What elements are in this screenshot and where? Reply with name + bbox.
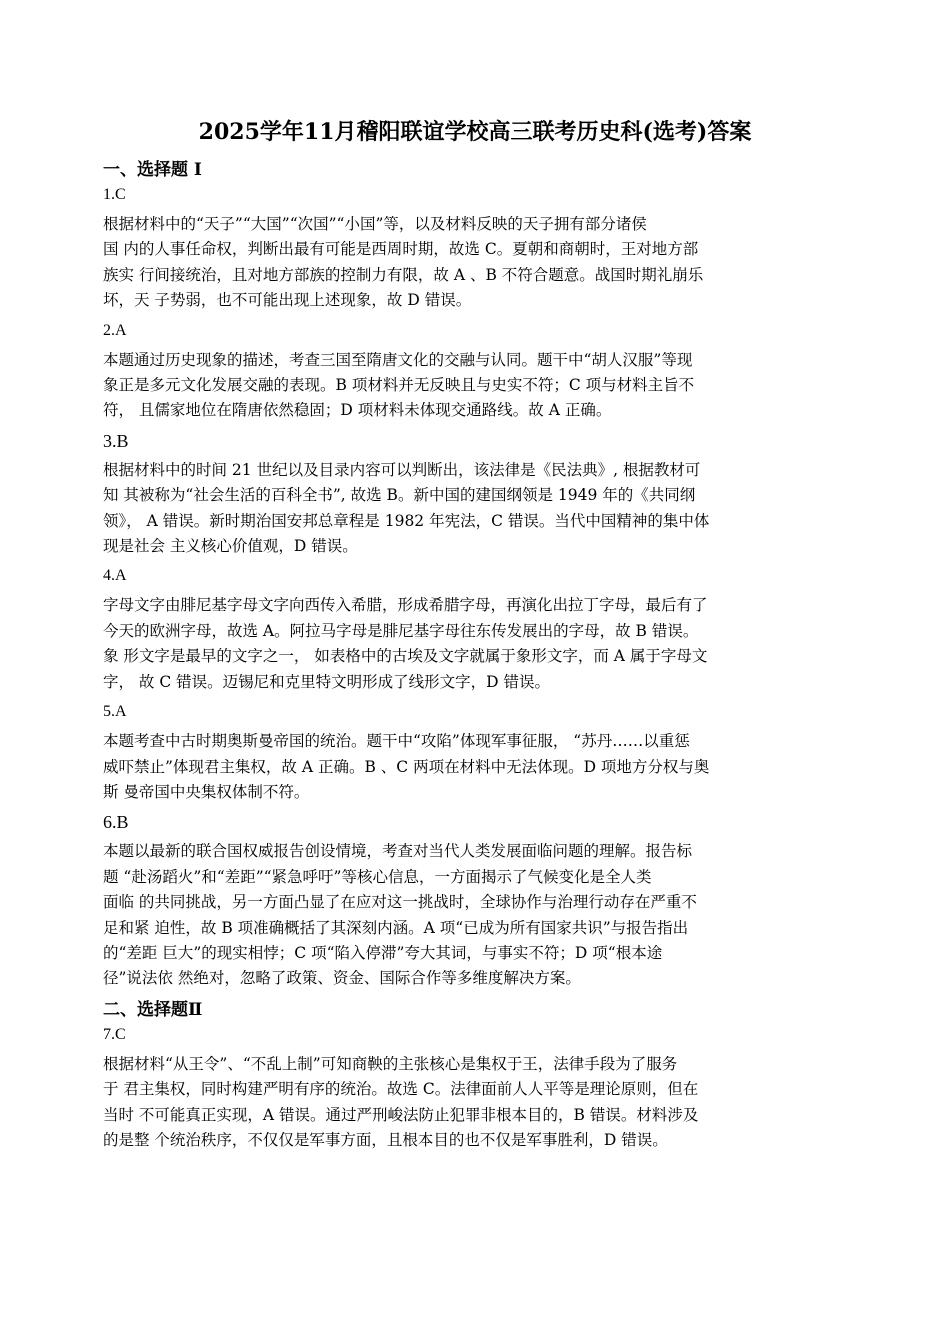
text-line: 面临 的共同挑战，另一方面凸显了在应对这一挑战时，全球协作与治理行动存在严重不	[103, 893, 697, 912]
answer-explanation	[103, 212, 848, 314]
answer-explanation	[103, 1052, 848, 1154]
text-line: 威吓禁止”体现君主集权，故 A 正确。B 、C 两项在材料中无法体现。D 项地方分权与奥	[103, 757, 710, 776]
question-2	[0, 320, 950, 424]
answer-explanation	[103, 348, 848, 424]
text-line: 现是社会 主义核心价值观，D 错误。	[103, 537, 358, 556]
question-number: 2.A	[103, 321, 127, 339]
question-number: 1.C	[103, 186, 126, 203]
text-line: 本题考查中古时期奥斯曼帝国的统治。题干中“攻陷”体现军事征服， “苏丹……以重惩	[103, 732, 690, 751]
text-line: 本题以最新的联合国权威报告创设情境，考查对当代人类发展面临问题的理解。报告标	[103, 842, 693, 861]
section-heading-2: 二、选择题Ⅱ	[103, 999, 203, 1020]
text-line: 领》， A 错误。新时期治国安邦总章程是 1982 年宪法，C 错误。当代中国精神的集中体	[103, 511, 710, 530]
text-line: 字， 故 C 错误。迈锡尼和克里特文明形成了线形文字，D 错误。	[103, 672, 550, 691]
text-line: 斯 曼帝国中央集权体制不符。	[103, 782, 310, 801]
answer-explanation	[103, 729, 848, 805]
text-line: 当时 不可能真正实现，A 错误。通过严刑峻法防止犯罪非根本目的，B 错误。材料涉及	[103, 1105, 699, 1124]
text-line: 今天的欧洲字母，故选 A。阿拉马字母是腓尼基字母往东传发展出的字母，故 B 错误。	[103, 621, 699, 640]
text-line: 的是整 个统治秩序，不仅仅是军事方面，且根本目的也不仅是军事胜利，D 错误。	[103, 1130, 668, 1149]
answer-explanation	[103, 458, 848, 560]
text-line: 题 “赴汤蹈火”和“差距”“紧急呼吁”等核心信息，一方面揭示了气候变化是全人类	[103, 867, 652, 886]
text-line: 根据材料“从王令”、“不乱上制”可知商鞅的主张核心是集权于王，法律手段为了服务	[103, 1054, 678, 1073]
text-line: 字母文字由腓尼基字母文字向西传入希腊，形成希腊字母，再演化出拉丁字母，最后有了	[103, 596, 708, 615]
page-title: 2025学年11月稽阳联谊学校高三联考历史科(选考)答案	[198, 119, 752, 145]
question-number: 5.A	[103, 703, 127, 721]
text-line: 族实 行间接统治，且对地方部族的控制力有限，故 A 、B 不符合题意。战国时期礼崩乐	[103, 265, 704, 284]
text-line: 于 君主集权，同时构建严明有序的统治。故选 C。法律面前人人平等是理论原则，但在	[103, 1080, 699, 1099]
question-3	[0, 430, 950, 560]
text-line: 国 内的人事任命权，判断出最有可能是西周时期，故选 C。夏朝和商朝时，王对地方部	[103, 240, 699, 259]
answer-explanation	[103, 593, 848, 695]
question-number: 7.C	[103, 1025, 126, 1043]
text-line: 根据材料中的“天子”“大国”“次国”“小国”等，以及材料反映的天子拥有部分诸侯	[103, 215, 647, 233]
question-number: 3.B	[103, 430, 129, 451]
question-4	[0, 565, 950, 695]
text-line: 坏，天 子势弱，也不可能出现上述现象，故 D 错误。	[103, 291, 472, 310]
text-line: 符， 且儒家地位在隋唐依然稳固；D 项材料未体现交通路线。故 A 正确。	[103, 401, 612, 420]
answer-explanation	[103, 839, 848, 991]
question-1	[0, 184, 950, 314]
answer-content	[0, 158, 950, 1159]
text-line: 的“差距 巨大”的现实相悖；C 项“陷入停滞”夸大其词，与事实不符；D 项“根本途	[103, 943, 663, 962]
text-line: 径”说法依 然绝对，忽略了政策、资金、国际合作等多维度解决方案。	[103, 969, 581, 988]
text-line: 足和紧 迫性，故 B 项准确概括了其深刻内涵。A 项“已成为所有国家共识”与报告指出	[103, 918, 689, 937]
text-line: 根据材料中的时间 21 世纪以及目录内容可以判断出，该法律是《民法典》, 根据教材可	[103, 460, 701, 479]
question-number: 6.B	[103, 812, 129, 833]
question-5	[0, 701, 950, 805]
question-6	[0, 811, 950, 991]
text-line: 象 形文字是最早的文字之一， 如表格中的古埃及文字就属于象形文字，而 A 属于字母文	[103, 647, 708, 666]
text-line: 知 其被称为“社会生活的百科全书”, 故选 B。新中国的建国纲领是 1949 年的《共同纲	[103, 486, 696, 505]
question-number: 4.A	[103, 567, 127, 585]
question-7	[0, 1024, 950, 1154]
section-heading-1: 一、选择题 I	[103, 160, 202, 180]
text-line: 象正是多元文化发展交融的表现。B 项材料并无反映且与史实不符；C 项与材料主旨不	[103, 376, 695, 395]
text-line: 本题通过历史现象的描述，考查三国至隋唐文化的交融与认同。题干中“胡人汉服”等现	[103, 350, 693, 369]
